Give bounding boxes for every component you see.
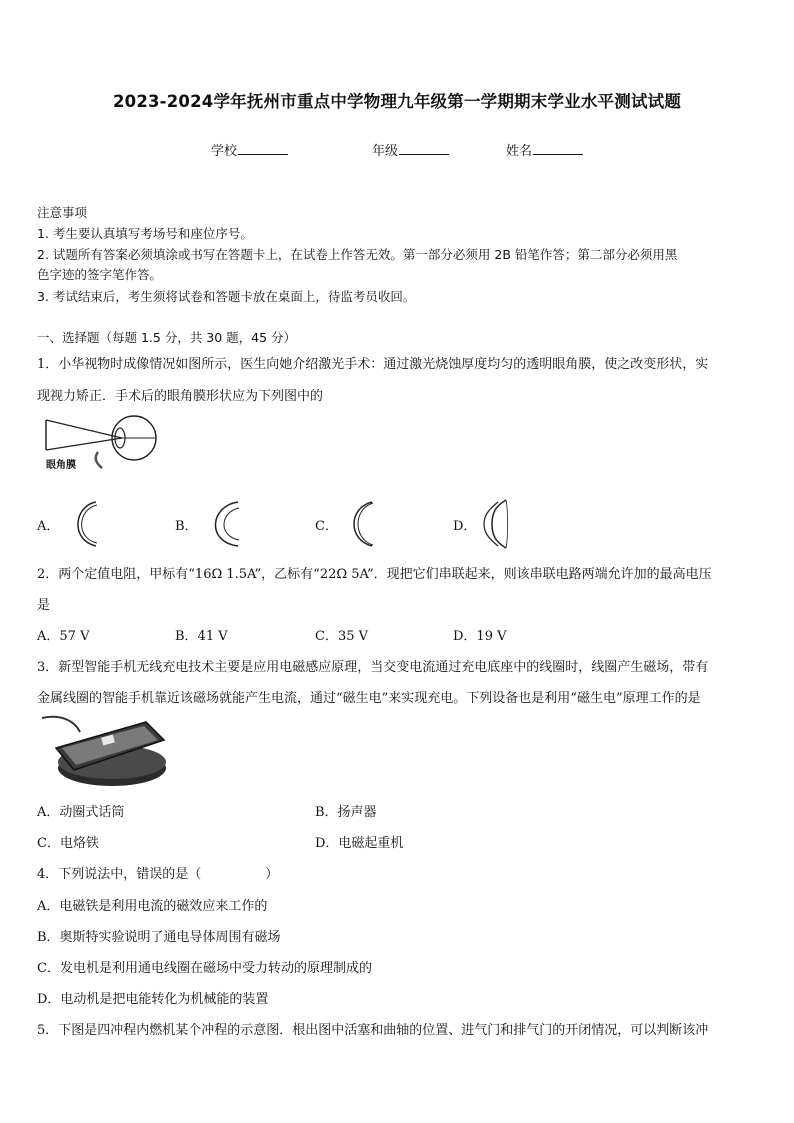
option-c[interactable]: C．35 V [315,629,369,644]
option-d[interactable]: D．19 V [453,629,507,644]
option-a[interactable]: A．动圈式话筒 [37,805,125,820]
option-c[interactable]: C．发电机是利用通电线圈在磁场中受力转动的原理制成的 [37,961,372,976]
option-b[interactable]: B．41 V [175,629,228,644]
question-2-text: 是 [37,598,51,613]
question-3-text: 3．新型智能手机无线充电技术主要是应用电磁感应原理，当交变电流通过充电底座中的线圈时，线圈产生磁场，带有 [37,660,709,675]
notice-item: 色字迹的签字笔作答。 [37,267,163,282]
wireless-charger-figure [40,710,168,792]
question-1-text: 1．小华视物时成像情况如图所示，医生向她介绍激光手术：通过激光烧蚀厚度均匀的透明眼角膜，使之改变形状，实 [37,357,709,372]
option-b[interactable]: B．扬声器 [315,805,377,820]
option-b[interactable]: B．奥斯特实验说明了通电导体周围有磁场 [37,930,281,945]
name-field [506,140,583,159]
school-label: 学校 [211,144,238,159]
option-a[interactable]: A．57 V [37,629,90,644]
notice-item: 3. 考试结束后，考生须将试卷和答题卡放在桌面上，待监考员收回。 [37,289,416,304]
option-b-label[interactable]: B． [175,519,198,534]
cornea-shape-a-icon [66,500,100,548]
option-c-label[interactable]: C． [315,519,338,534]
option-a-label[interactable]: A． [37,519,60,534]
cornea-shape-b-icon [204,500,242,548]
page-title: 2023-2024学年抚州市重点中学物理九年级第一学期期末学业水平测试试题 [112,92,682,111]
school-blank[interactable] [238,142,288,155]
grade-blank[interactable] [399,142,449,155]
grade-label: 年级 [372,144,399,159]
school-field [211,140,288,159]
question-5-text: 5．下图是四冲程内燃机某个冲程的示意图．根出图中活塞和曲轴的位置、进气门和排气门的开闭情况，可以判断该冲 [37,1023,709,1038]
notice-item: 2. 试题所有答案必须填涂或书写在答题卡上，在试卷上作答无效。第一部分必须用 2B 铅笔作答；第二部分必须用黑 [37,247,678,262]
notice-item: 1. 考生要认真填写考场号和座位序号。 [37,226,253,241]
cornea-label: 眼角膜 [46,460,76,471]
question-4-text [37,863,278,882]
option-a[interactable]: A．电磁铁是利用电流的磁效应来工作的 [37,899,268,914]
option-d[interactable]: D．电动机是把电能转化为机械能的装置 [37,992,269,1007]
question-3-text: 金属线圈的智能手机靠近该磁场就能产生电流，通过“磁生电”来实现充电。下列设备也是利用“磁生电”原理工作的是 [37,691,701,706]
name-blank[interactable] [533,142,583,155]
question-4-stem: 4．下列说法中，错误的是（ [37,867,202,882]
question-1-text: 现视力矫正．手术后的眼角膜形状应为下列图中的 [37,389,324,404]
section-heading: 一、选择题（每题 1.5 分，共 30 题，45 分） [37,330,297,345]
cornea-shape-d-icon [478,498,512,550]
notice-heading: 注意事项 [37,205,88,220]
grade-field [372,140,449,159]
cornea-shape-c-icon [342,500,376,548]
option-d-label[interactable]: D． [453,519,477,534]
question-4-stem-end: ） [265,867,279,882]
option-c[interactable]: C．电烙铁 [37,836,99,851]
name-label: 姓名 [506,144,533,159]
option-d[interactable]: D．电磁起重机 [315,836,404,851]
question-2-text: 2．两个定值电阻，甲标有“16Ω 1.5A”，乙标有“22Ω 5A”．现把它们串联起来，则该串联电路两端允许加的最高电压 [37,567,712,582]
